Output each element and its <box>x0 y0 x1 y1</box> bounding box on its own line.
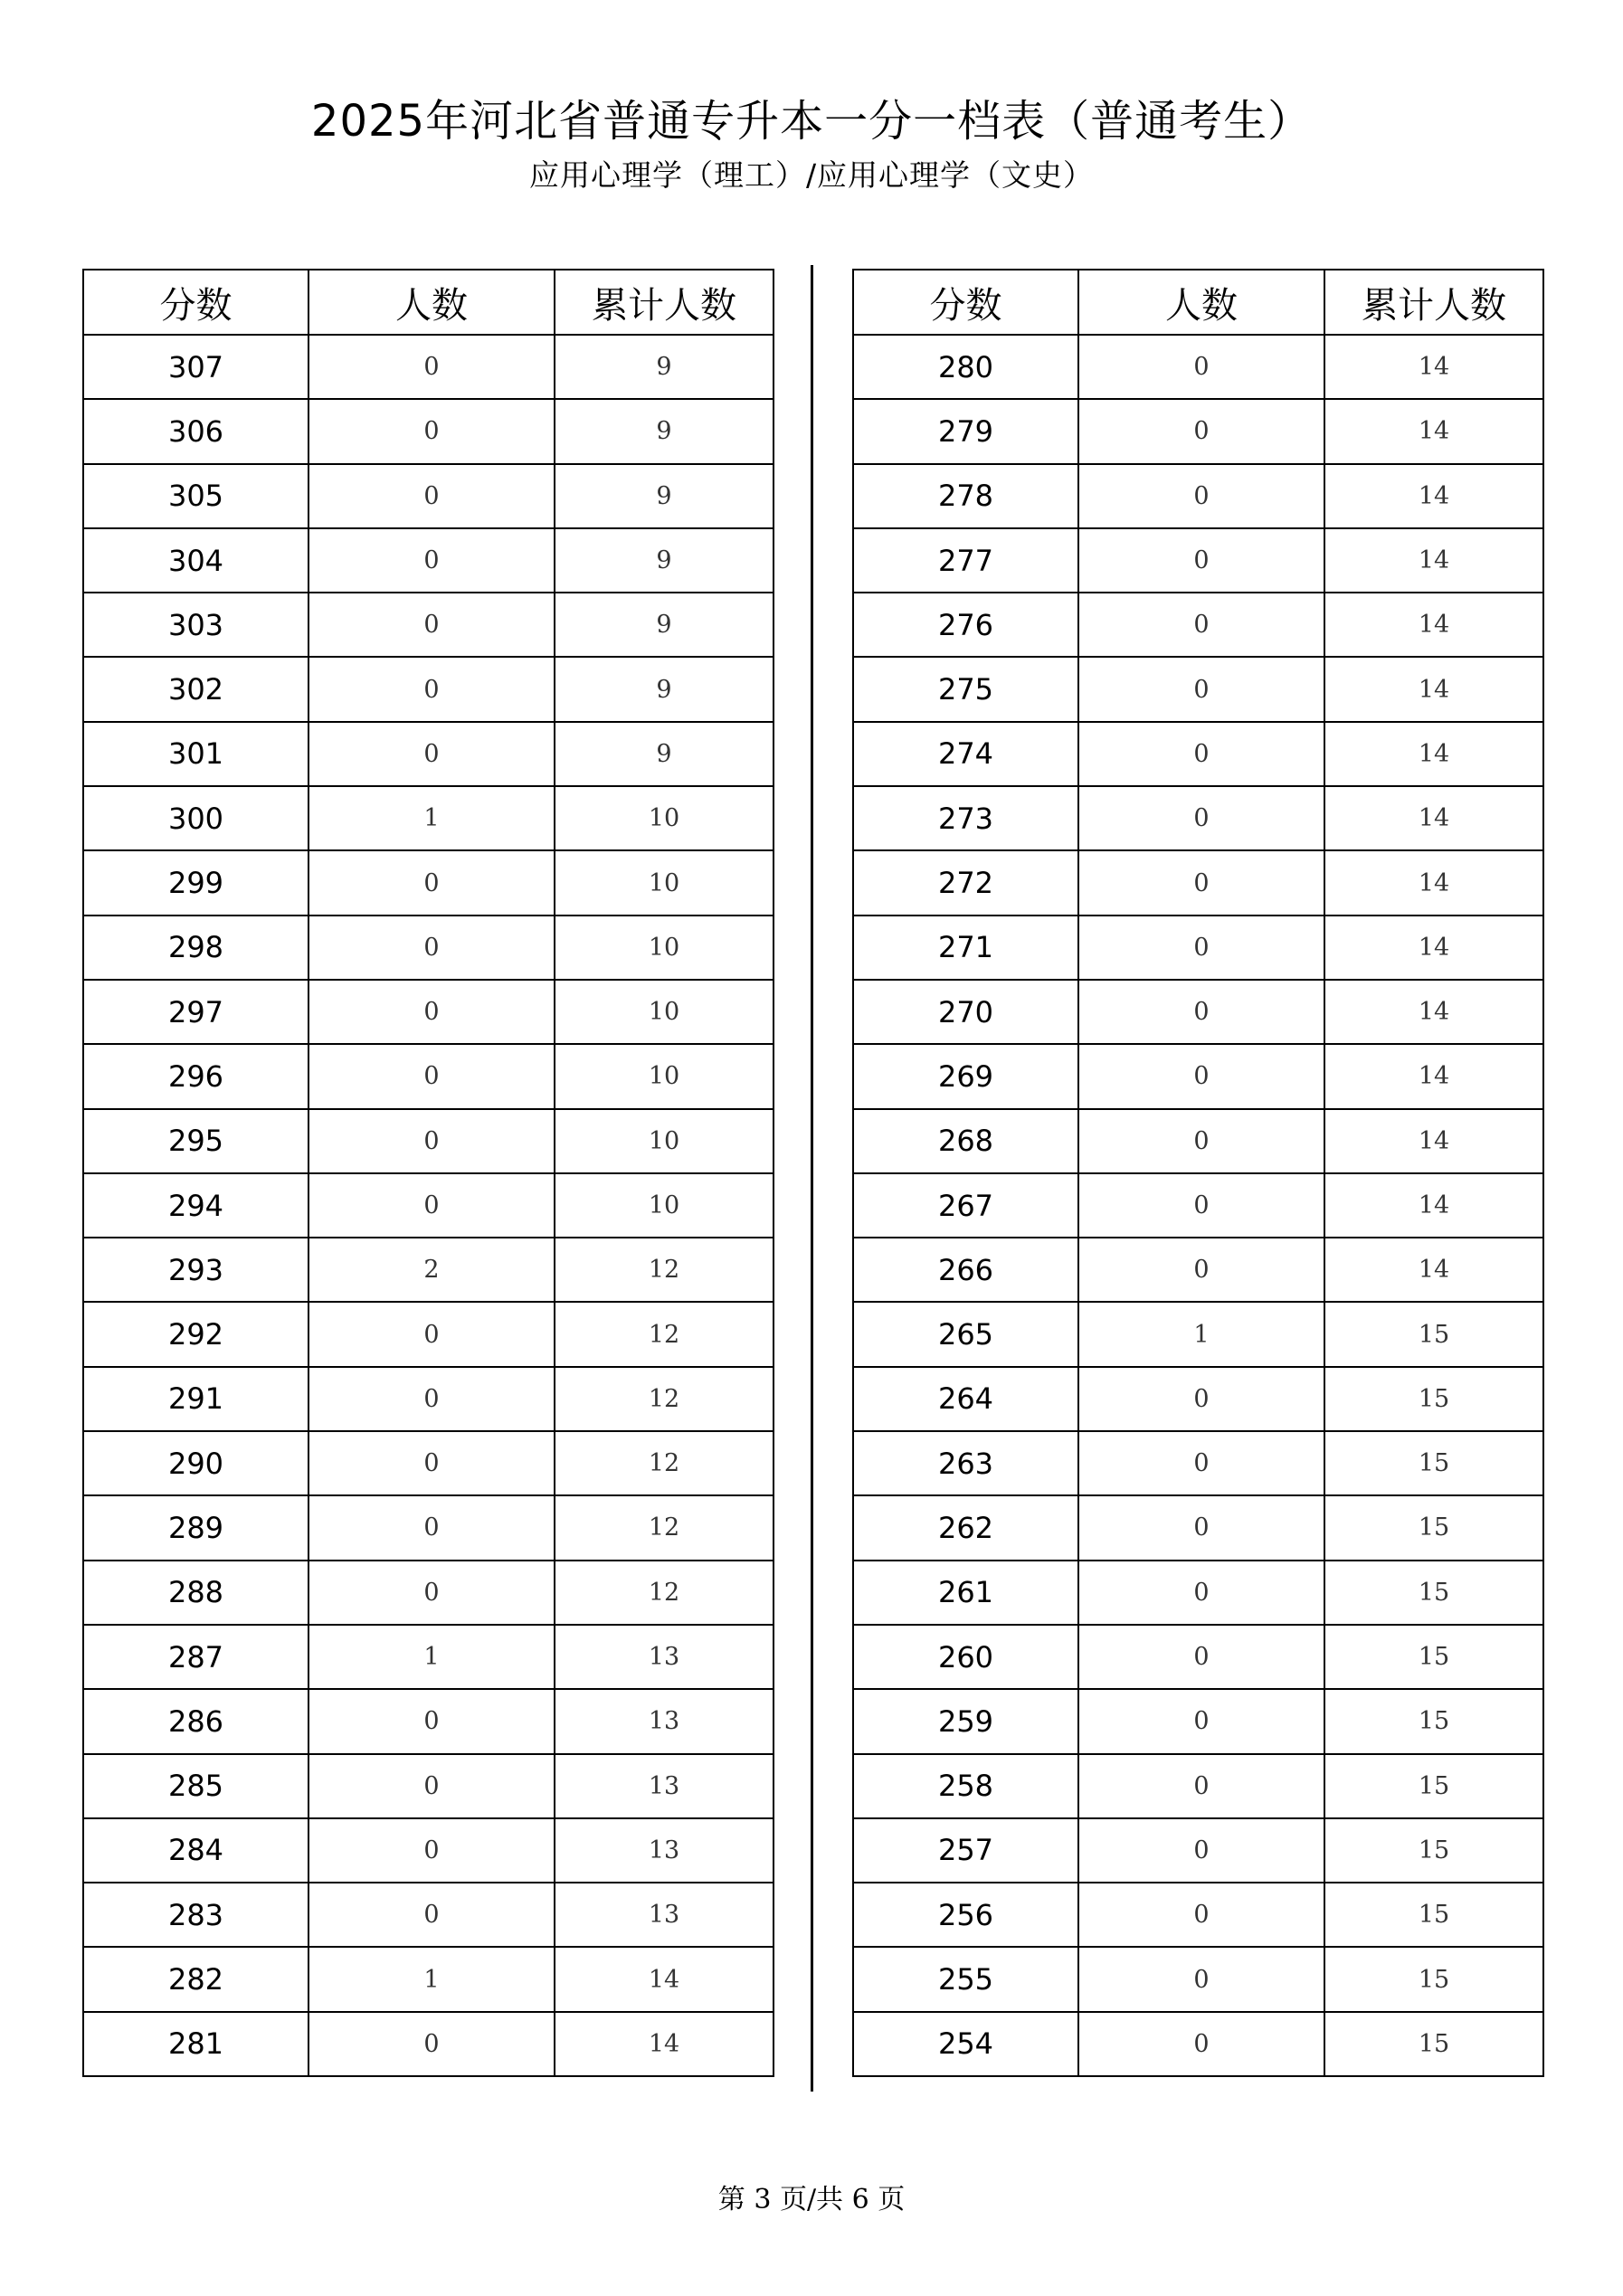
cumulative-cell: 12 <box>555 1431 774 1495</box>
score-cell: 275 <box>853 657 1078 721</box>
table-row <box>83 1883 774 1947</box>
score-cell: 280 <box>853 335 1078 399</box>
count-cell: 0 <box>1078 1625 1324 1689</box>
score-cell: 289 <box>83 1495 308 1560</box>
cumulative-cell: 10 <box>555 786 774 850</box>
cumulative-cell: 14 <box>1324 335 1543 399</box>
count-cell: 0 <box>1078 1173 1324 1238</box>
cumulative-cell: 9 <box>555 593 774 657</box>
table-row <box>83 786 774 850</box>
score-cell: 287 <box>83 1625 308 1689</box>
count-cell: 2 <box>308 1238 555 1302</box>
score-cell: 264 <box>853 1367 1078 1431</box>
cumulative-cell: 10 <box>555 980 774 1044</box>
count-cell: 0 <box>308 335 555 399</box>
count-cell: 0 <box>308 1818 555 1883</box>
cumulative-cell: 14 <box>1324 786 1543 850</box>
count-cell: 0 <box>308 1754 555 1818</box>
table-row <box>853 1754 1543 1818</box>
cumulative-cell: 14 <box>1324 980 1543 1044</box>
cumulative-cell: 15 <box>1324 1689 1543 1753</box>
count-cell: 0 <box>308 1689 555 1753</box>
score-cell: 303 <box>83 593 308 657</box>
count-cell: 0 <box>308 399 555 463</box>
score-cell: 294 <box>83 1173 308 1238</box>
score-cell: 304 <box>83 528 308 593</box>
header-count: 人数 <box>308 270 555 335</box>
cumulative-cell: 12 <box>555 1561 774 1625</box>
score-cell: 261 <box>853 1561 1078 1625</box>
score-cell: 269 <box>853 1044 1078 1108</box>
count-cell: 0 <box>308 1367 555 1431</box>
table-row <box>83 1754 774 1818</box>
count-cell: 0 <box>1078 528 1324 593</box>
cumulative-cell: 15 <box>1324 1754 1543 1818</box>
count-cell: 0 <box>1078 1367 1324 1431</box>
table-header-row <box>83 270 774 335</box>
score-cell: 254 <box>853 2012 1078 2076</box>
cumulative-cell: 15 <box>1324 1883 1543 1947</box>
score-cell: 306 <box>83 399 308 463</box>
count-cell: 0 <box>1078 1754 1324 1818</box>
cumulative-cell: 14 <box>1324 916 1543 980</box>
page-footer: 第 3 页/共 6 页 <box>717 2184 906 2215</box>
table-row <box>83 722 774 786</box>
cumulative-cell: 9 <box>555 528 774 593</box>
count-cell: 0 <box>308 464 555 528</box>
table-row <box>83 1689 774 1753</box>
score-cell: 272 <box>853 850 1078 915</box>
score-cell: 258 <box>853 1754 1078 1818</box>
score-cell: 267 <box>853 1173 1078 1238</box>
score-cell: 295 <box>83 1109 308 1173</box>
count-cell: 0 <box>1078 850 1324 915</box>
score-cell: 273 <box>853 786 1078 850</box>
score-cell: 285 <box>83 1754 308 1818</box>
table-row <box>853 1947 1543 2011</box>
table-row <box>853 1689 1543 1753</box>
header-count: 人数 <box>1078 270 1324 335</box>
table-row <box>853 722 1543 786</box>
table-row <box>83 1302 774 1366</box>
count-cell: 0 <box>308 916 555 980</box>
count-cell: 0 <box>1078 399 1324 463</box>
cumulative-cell: 12 <box>555 1302 774 1366</box>
cumulative-cell: 12 <box>555 1367 774 1431</box>
cumulative-cell: 14 <box>1324 399 1543 463</box>
count-cell: 0 <box>1078 1495 1324 1560</box>
cumulative-cell: 10 <box>555 1044 774 1108</box>
cumulative-cell: 9 <box>555 399 774 463</box>
header-score: 分数 <box>83 270 308 335</box>
table-row <box>853 1238 1543 1302</box>
count-cell: 0 <box>308 722 555 786</box>
score-cell: 301 <box>83 722 308 786</box>
cumulative-cell: 9 <box>555 464 774 528</box>
score-table-right <box>852 269 1544 2077</box>
cumulative-cell: 15 <box>1324 1302 1543 1366</box>
count-cell: 0 <box>1078 1044 1324 1108</box>
score-cell: 257 <box>853 1818 1078 1883</box>
score-cell: 263 <box>853 1431 1078 1495</box>
table-row <box>83 1561 774 1625</box>
cumulative-cell: 10 <box>555 850 774 915</box>
table-row <box>83 850 774 915</box>
table-row <box>83 399 774 463</box>
page-title: 2025年河北省普通专升本一分一档表（普通考生） <box>310 96 1313 147</box>
count-cell: 0 <box>1078 980 1324 1044</box>
header-cumulative: 累计人数 <box>555 270 774 335</box>
score-cell: 279 <box>853 399 1078 463</box>
cumulative-cell: 14 <box>555 2012 774 2076</box>
table-row <box>83 1431 774 1495</box>
count-cell: 0 <box>1078 657 1324 721</box>
table-row <box>83 2012 774 2076</box>
table-row <box>853 657 1543 721</box>
score-cell: 284 <box>83 1818 308 1883</box>
score-cell: 282 <box>83 1947 308 2011</box>
score-table-right-body <box>853 335 1543 2076</box>
count-cell: 0 <box>308 2012 555 2076</box>
score-cell: 281 <box>83 2012 308 2076</box>
table-row <box>853 1173 1543 1238</box>
cumulative-cell: 10 <box>555 1173 774 1238</box>
score-cell: 296 <box>83 1044 308 1108</box>
table-row <box>83 464 774 528</box>
score-cell: 299 <box>83 850 308 915</box>
cumulative-cell: 9 <box>555 657 774 721</box>
table-row <box>853 1495 1543 1560</box>
count-cell: 0 <box>1078 2012 1324 2076</box>
score-cell: 293 <box>83 1238 308 1302</box>
table-row <box>853 1302 1543 1366</box>
table-row <box>83 1367 774 1431</box>
page-subtitle: 应用心理学（理工）/应用心理学（文史） <box>528 157 1095 193</box>
table-row <box>83 1109 774 1173</box>
count-cell: 0 <box>1078 1431 1324 1495</box>
cumulative-cell: 10 <box>555 1109 774 1173</box>
cumulative-cell: 14 <box>1324 722 1543 786</box>
table-row <box>853 1109 1543 1173</box>
score-cell: 297 <box>83 980 308 1044</box>
cumulative-cell: 12 <box>555 1238 774 1302</box>
table-row <box>853 916 1543 980</box>
score-cell: 270 <box>853 980 1078 1044</box>
count-cell: 0 <box>308 980 555 1044</box>
count-cell: 1 <box>308 786 555 850</box>
cumulative-cell: 13 <box>555 1883 774 1947</box>
score-cell: 298 <box>83 916 308 980</box>
cumulative-cell: 13 <box>555 1689 774 1753</box>
table-row <box>83 1173 774 1238</box>
count-cell: 0 <box>1078 786 1324 850</box>
count-cell: 0 <box>308 528 555 593</box>
header-score: 分数 <box>853 270 1078 335</box>
cumulative-cell: 14 <box>1324 1173 1543 1238</box>
score-cell: 307 <box>83 335 308 399</box>
score-cell: 255 <box>853 1947 1078 2011</box>
cumulative-cell: 15 <box>1324 1818 1543 1883</box>
cumulative-cell: 14 <box>1324 528 1543 593</box>
cumulative-cell: 14 <box>1324 850 1543 915</box>
table-row <box>853 1367 1543 1431</box>
cumulative-cell: 15 <box>1324 1947 1543 2011</box>
table-row <box>853 1883 1543 1947</box>
cumulative-cell: 15 <box>1324 1367 1543 1431</box>
table-row <box>83 1625 774 1689</box>
score-table-left <box>82 269 774 2077</box>
cumulative-cell: 13 <box>555 1818 774 1883</box>
table-row <box>853 1818 1543 1883</box>
cumulative-cell: 12 <box>555 1495 774 1560</box>
score-cell: 302 <box>83 657 308 721</box>
score-table-left-body <box>83 335 774 2076</box>
header-cumulative: 累计人数 <box>1324 270 1543 335</box>
count-cell: 0 <box>1078 1238 1324 1302</box>
count-cell: 0 <box>1078 1109 1324 1173</box>
count-cell: 1 <box>308 1947 555 2011</box>
score-cell: 292 <box>83 1302 308 1366</box>
count-cell: 0 <box>308 1302 555 1366</box>
table-row <box>853 1625 1543 1689</box>
score-cell: 256 <box>853 1883 1078 1947</box>
table-row <box>83 1947 774 2011</box>
table-row <box>83 1238 774 1302</box>
count-cell: 1 <box>1078 1302 1324 1366</box>
table-row <box>853 464 1543 528</box>
score-cell: 278 <box>853 464 1078 528</box>
table-row <box>83 528 774 593</box>
cumulative-cell: 14 <box>1324 593 1543 657</box>
count-cell: 0 <box>1078 1947 1324 2011</box>
score-cell: 276 <box>853 593 1078 657</box>
cumulative-cell: 13 <box>555 1625 774 1689</box>
table-row <box>83 980 774 1044</box>
cumulative-cell: 9 <box>555 335 774 399</box>
score-cell: 268 <box>853 1109 1078 1173</box>
table-row <box>853 1431 1543 1495</box>
table-row <box>83 916 774 980</box>
score-cell: 286 <box>83 1689 308 1753</box>
score-cell: 274 <box>853 722 1078 786</box>
count-cell: 0 <box>308 1173 555 1238</box>
table-row <box>853 2012 1543 2076</box>
table-row <box>83 1044 774 1108</box>
count-cell: 0 <box>1078 335 1324 399</box>
score-cell: 266 <box>853 1238 1078 1302</box>
count-cell: 1 <box>308 1625 555 1689</box>
score-cell: 277 <box>853 528 1078 593</box>
table-row <box>83 657 774 721</box>
count-cell: 0 <box>308 593 555 657</box>
table-row <box>853 980 1543 1044</box>
column-divider <box>811 265 813 2092</box>
count-cell: 0 <box>1078 722 1324 786</box>
count-cell: 0 <box>1078 1818 1324 1883</box>
cumulative-cell: 9 <box>555 722 774 786</box>
count-cell: 0 <box>308 1044 555 1108</box>
cumulative-cell: 14 <box>1324 1238 1543 1302</box>
count-cell: 0 <box>308 850 555 915</box>
score-cell: 300 <box>83 786 308 850</box>
cumulative-cell: 15 <box>1324 1431 1543 1495</box>
score-cell: 305 <box>83 464 308 528</box>
score-cell: 288 <box>83 1561 308 1625</box>
score-cell: 271 <box>853 916 1078 980</box>
cumulative-cell: 14 <box>1324 1044 1543 1108</box>
table-row <box>853 786 1543 850</box>
count-cell: 0 <box>308 657 555 721</box>
table-row <box>83 1818 774 1883</box>
count-cell: 0 <box>308 1495 555 1560</box>
table-row <box>853 335 1543 399</box>
table-row <box>853 399 1543 463</box>
score-cell: 290 <box>83 1431 308 1495</box>
table-row <box>853 1044 1543 1108</box>
table-row <box>853 528 1543 593</box>
cumulative-cell: 15 <box>1324 1561 1543 1625</box>
cumulative-cell: 14 <box>555 1947 774 2011</box>
table-header-row <box>853 270 1543 335</box>
count-cell: 0 <box>308 1431 555 1495</box>
count-cell: 0 <box>308 1883 555 1947</box>
cumulative-cell: 14 <box>1324 657 1543 721</box>
count-cell: 0 <box>308 1109 555 1173</box>
score-cell: 260 <box>853 1625 1078 1689</box>
table-row <box>853 1561 1543 1625</box>
table-row <box>83 335 774 399</box>
score-cell: 259 <box>853 1689 1078 1753</box>
cumulative-cell: 13 <box>555 1754 774 1818</box>
score-cell: 265 <box>853 1302 1078 1366</box>
count-cell: 0 <box>308 1561 555 1625</box>
score-cell: 291 <box>83 1367 308 1431</box>
cumulative-cell: 10 <box>555 916 774 980</box>
table-row <box>853 593 1543 657</box>
count-cell: 0 <box>1078 1883 1324 1947</box>
count-cell: 0 <box>1078 916 1324 980</box>
score-cell: 262 <box>853 1495 1078 1560</box>
cumulative-cell: 14 <box>1324 464 1543 528</box>
count-cell: 0 <box>1078 1561 1324 1625</box>
cumulative-cell: 15 <box>1324 2012 1543 2076</box>
table-row <box>853 850 1543 915</box>
cumulative-cell: 15 <box>1324 1625 1543 1689</box>
cumulative-cell: 15 <box>1324 1495 1543 1560</box>
score-cell: 283 <box>83 1883 308 1947</box>
count-cell: 0 <box>1078 464 1324 528</box>
count-cell: 0 <box>1078 1689 1324 1753</box>
cumulative-cell: 14 <box>1324 1109 1543 1173</box>
count-cell: 0 <box>1078 593 1324 657</box>
table-row <box>83 1495 774 1560</box>
table-row <box>83 593 774 657</box>
